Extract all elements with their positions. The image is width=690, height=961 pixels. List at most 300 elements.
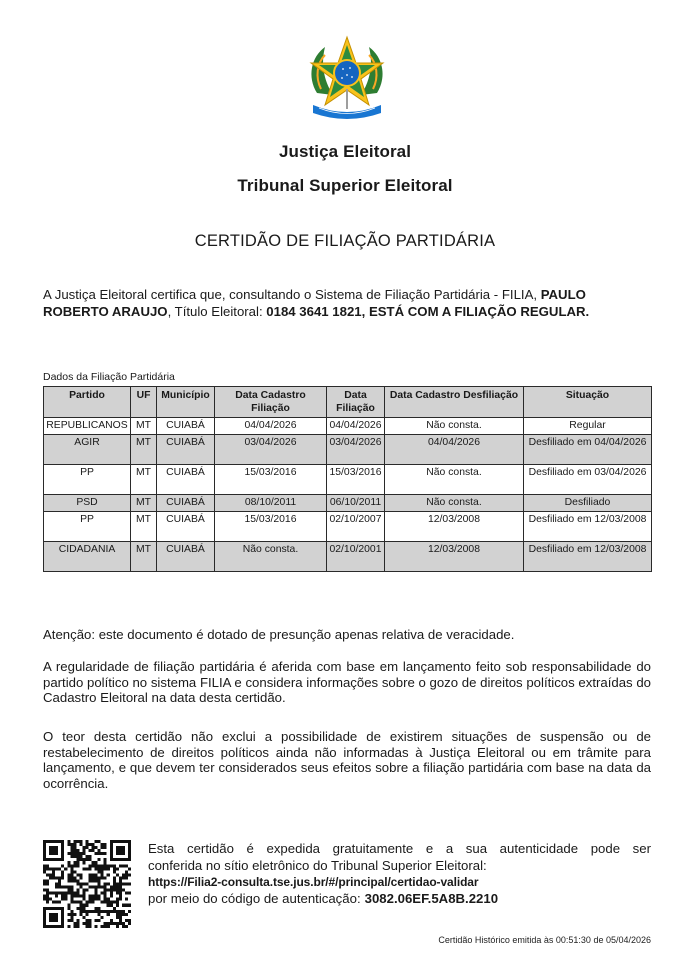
qr-module [73,846,76,849]
qr-module [107,904,110,907]
qr-module [110,889,113,892]
qr-module [104,895,107,898]
cell-data-cadastro-desfiliacao: Não consta. [385,465,524,495]
qr-module [125,913,128,916]
qr-module [119,919,122,922]
cell-data-cadastro-filiacao: 15/03/2016 [215,512,327,542]
qr-module [107,873,110,876]
cell-municipio: CUIABÁ [157,435,215,465]
qr-module [113,882,116,885]
qr-module [98,852,101,855]
cell-data-cadastro-filiacao: 04/04/2026 [215,418,327,435]
qr-module [76,895,79,898]
qr-module [76,855,79,858]
qr-module [110,901,113,904]
qr-module [92,861,95,864]
qr-module [98,898,101,901]
cell-uf: MT [131,435,157,465]
qr-module [92,879,95,882]
qr-module [110,864,113,867]
holder-name: PAULO ROBERTO ARAUJO [43,287,586,319]
qr-module [73,895,76,898]
qr-module [49,892,52,895]
qr-module [85,913,88,916]
qr-module [82,889,85,892]
table-header-row [44,387,652,418]
qr-module [82,907,85,910]
qr-module [101,910,104,913]
qr-module [116,925,119,928]
qr-module [119,898,122,901]
qr-module [125,882,128,885]
qr-module [122,922,125,925]
qr-module [61,892,64,895]
auth-code-label: por meio do código de autenticação: [148,890,361,906]
qr-module [67,919,70,922]
qr-module [52,870,55,873]
cell-data-cadastro-filiacao: Não consta. [215,542,327,572]
qr-module [85,867,88,870]
cell-uf: MT [131,542,157,572]
qr-module [110,886,113,889]
qr-module [70,898,73,901]
qr-module [79,873,82,876]
qr-module [122,910,125,913]
qr-module [64,892,67,895]
qr-module [85,925,88,928]
qr-module [70,852,73,855]
organization-name: Justiça Eleitoral [278,142,412,161]
qr-module [70,876,73,879]
qr-module [70,892,73,895]
qr-module [101,864,104,867]
qr-module [89,879,92,882]
auth-text-line1: Esta certidão é expedida gratuitamente e a sua autenticidade pode ser [148,841,651,856]
qr-module [128,892,131,895]
qr-module [113,907,116,910]
qr-module [107,898,110,901]
qr-module [76,858,79,861]
table-row [44,495,652,512]
qr-module [89,867,92,870]
qr-module [95,889,98,892]
qr-module [98,864,101,867]
qr-module [92,901,95,904]
cell-municipio: CUIABÁ [157,542,215,572]
cell-situacao: Desfiliado [524,495,652,512]
qr-module [58,882,61,885]
qr-module [89,864,92,867]
cell-data-cadastro-desfiliacao: 12/03/2008 [385,542,524,572]
qr-module [82,922,85,925]
qr-module [46,882,49,885]
qr-module [116,898,119,901]
qr-module [98,849,101,852]
qr-module [85,855,88,858]
qr-module [70,910,73,913]
cell-data-filiacao: 03/04/2026 [327,435,385,465]
qr-module [128,867,131,870]
qr-module [76,889,79,892]
qr-module [104,861,107,864]
column-header: UF [131,387,157,418]
qr-module [61,870,64,873]
qr-module [76,925,79,928]
emission-timestamp: Certidão Histórico emitida às 00:51:30 de 05/04/2026 [438,935,651,945]
cell-data-cadastro-filiacao: 08/10/2011 [215,495,327,512]
qr-module [104,910,107,913]
qr-module [101,846,104,849]
qr-module [49,898,52,901]
qr-module [70,919,73,922]
cell-situacao: Desfiliado em 12/03/2008 [524,542,652,572]
qr-module [95,861,98,864]
table-row [44,465,652,495]
qr-module [89,876,92,879]
qr-module [104,843,107,846]
qr-module [67,889,70,892]
qr-module [89,901,92,904]
qr-module [79,886,82,889]
qr-module [64,898,67,901]
column-header: Data Cadastro Filiação [215,387,327,418]
cell-uf: MT [131,418,157,435]
qr-module [67,873,70,876]
qr-module [116,901,119,904]
qr-module [79,840,82,843]
qr-module [43,867,46,870]
qr-module [116,867,119,870]
qr-module [113,922,116,925]
qr-module [92,876,95,879]
qr-module [79,852,82,855]
qr-module [89,895,92,898]
qr-module [95,840,98,843]
qr-module [104,889,107,892]
qr-module [107,913,110,916]
qr-module [70,886,73,889]
qr-module [55,867,58,870]
table-caption: Dados da Filiação Partidária [43,371,175,383]
qr-module [98,907,101,910]
qr-module [82,882,85,885]
qr-module [101,852,104,855]
cell-situacao: Regular [524,418,652,435]
qr-module [95,873,98,876]
qr-module [82,867,85,870]
qr-module [119,864,122,867]
qr-module [52,892,55,895]
qr-module [89,858,92,861]
qr-module [125,898,128,901]
qr-module [119,876,122,879]
qr-module [104,867,107,870]
qr-module [82,858,85,861]
qr-module [104,846,107,849]
qr-module [85,846,88,849]
qr-module [55,886,58,889]
qr-module [46,898,49,901]
qr-module [95,876,98,879]
notice-teor: O teor desta certidão não exclui a possibilidade de existirem situações de suspensão ou de restabelecimento de direitos políticos ainda não informadas à Justiça Eleitoral ou em trâmite para lançamento, e que devem ter considerados seus efeitos sobre a filiação partidária com base na data da ocorrência. [43,729,651,791]
qr-module [104,922,107,925]
qr-module [104,852,107,855]
qr-module [79,904,82,907]
qr-code-icon[interactable] [43,840,131,928]
qr-module [116,892,119,895]
qr-module [101,867,104,870]
qr-module [119,882,122,885]
qr-module [113,867,116,870]
cell-partido: REPUBLICANOS [44,418,131,435]
affiliation-table [43,386,652,572]
qr-module [101,916,104,919]
qr-module [113,889,116,892]
cell-data-filiacao: 02/10/2007 [327,512,385,542]
qr-module [104,882,107,885]
table-row [44,418,652,435]
qr-module [89,925,92,928]
qr-module [95,852,98,855]
qr-module [76,873,79,876]
qr-module [119,889,122,892]
qr-module [79,858,82,861]
qr-module [104,886,107,889]
qr-module [49,873,52,876]
cell-partido: PSD [44,495,131,512]
qr-module [46,864,49,867]
qr-module [122,876,125,879]
qr-module [52,867,55,870]
qr-module [73,843,76,846]
qr-module [116,882,119,885]
qr-module [61,898,64,901]
qr-module [58,867,61,870]
qr-module [55,892,58,895]
qr-module [76,901,79,904]
qr-module [79,855,82,858]
qr-module [76,892,79,895]
qr-module [104,892,107,895]
qr-module [82,916,85,919]
qr-module [92,864,95,867]
qr-module [128,882,131,885]
qr-module [113,876,116,879]
qr-module [92,910,95,913]
qr-module [92,898,95,901]
qr-module [61,864,64,867]
qr-module [76,864,79,867]
qr-module [67,876,70,879]
qr-module [119,913,122,916]
qr-module [119,886,122,889]
qr-module [92,849,95,852]
qr-module [113,864,116,867]
qr-module [70,843,73,846]
qr-module [70,889,73,892]
validation-url-link[interactable]: https://Filia2-consulta.tse.jus.br/#/principal/certidao-validar [148,875,479,889]
cell-situacao: Desfiliado em 12/03/2008 [524,512,652,542]
qr-module [101,892,104,895]
qr-module [67,907,70,910]
qr-module [95,867,98,870]
qr-module [67,840,70,843]
qr-module [55,876,58,879]
cell-partido: CIDADANIA [44,542,131,572]
qr-module [73,864,76,867]
qr-module [85,889,88,892]
qr-module [95,879,98,882]
qr-module [125,925,128,928]
qr-module [125,876,128,879]
qr-module [116,910,119,913]
qr-module [49,867,52,870]
column-header: Data Cadastro Desfiliação [385,387,524,418]
qr-module [52,901,55,904]
qr-module [82,904,85,907]
qr-module [104,858,107,861]
qr-module [125,870,128,873]
qr-module [85,919,88,922]
qr-module [107,882,110,885]
qr-module [85,910,88,913]
cell-uf: MT [131,512,157,542]
qr-module [98,910,101,913]
qr-module [79,895,82,898]
qr-module [82,898,85,901]
qr-module [85,843,88,846]
qr-module [110,895,113,898]
qr-module [82,852,85,855]
qr-module [92,846,95,849]
qr-module [76,907,79,910]
qr-module [70,873,73,876]
qr-module [113,886,116,889]
qr-module [107,889,110,892]
qr-module [64,895,67,898]
qr-module [46,867,49,870]
qr-module [116,913,119,916]
qr-module [125,864,128,867]
qr-module [73,901,76,904]
qr-module [98,895,101,898]
qr-module [113,901,116,904]
qr-module [95,919,98,922]
qr-module [73,913,76,916]
qr-module [82,910,85,913]
cell-situacao: Desfiliado em 03/04/2026 [524,465,652,495]
auth-text-line2: conferida no sítio eletrônico do Tribunal Superior Eleitoral: [148,857,487,873]
qr-module [101,843,104,846]
qr-module [128,910,131,913]
qr-module [73,925,76,928]
qr-module [73,849,76,852]
qr-module [95,907,98,910]
qr-module [70,855,73,858]
qr-module [76,852,79,855]
qr-module [70,879,73,882]
cell-data-cadastro-desfiliacao: Não consta. [385,418,524,435]
qr-module [98,870,101,873]
qr-module [46,889,49,892]
column-header: Partido [44,387,131,418]
qr-module [79,907,82,910]
qr-module [110,892,113,895]
qr-module [116,889,119,892]
qr-module [64,867,67,870]
qr-module [76,861,79,864]
qr-module [122,913,125,916]
cell-situacao: Desfiliado em 04/04/2026 [524,435,652,465]
cell-data-filiacao: 06/10/2011 [327,495,385,512]
qr-module [79,913,82,916]
qr-module [98,882,101,885]
cell-data-filiacao: 15/03/2016 [327,465,385,495]
qr-module [110,904,113,907]
auth-code-value: 3082.06EF.5A8B.2210 [364,890,499,906]
qr-module [67,892,70,895]
qr-module [101,873,104,876]
qr-module [101,925,104,928]
qr-module [52,873,55,876]
qr-module [104,901,107,904]
qr-module [122,904,125,907]
qr-module [79,910,82,913]
qr-module [58,876,61,879]
qr-module [101,870,104,873]
table-row [44,435,652,465]
qr-module [98,913,101,916]
cell-data-filiacao: 04/04/2026 [327,418,385,435]
qr-module [67,925,70,928]
qr-module [101,901,104,904]
qr-module [73,855,76,858]
qr-module [76,840,79,843]
qr-module [85,904,88,907]
qr-module [89,910,92,913]
qr-module [85,922,88,925]
qr-module [70,870,73,873]
qr-module [104,876,107,879]
qr-module [70,895,73,898]
cell-data-filiacao: 02/10/2001 [327,542,385,572]
qr-module [67,913,70,916]
qr-module [70,867,73,870]
qr-module [104,898,107,901]
qr-module [125,873,128,876]
qr-module [67,886,70,889]
qr-module [58,879,61,882]
qr-module [107,864,110,867]
qr-module [43,879,46,882]
column-header: Data Filiação [327,387,385,418]
cell-uf: MT [131,495,157,512]
qr-module [43,898,46,901]
qr-module [49,876,52,879]
qr-module [116,922,119,925]
column-header: Município [157,387,215,418]
qr-module [107,867,110,870]
qr-module [58,892,61,895]
cell-municipio: CUIABÁ [157,495,215,512]
qr-module [92,895,95,898]
qr-module [95,925,98,928]
qr-module [70,901,73,904]
qr-module [128,919,131,922]
cell-municipio: CUIABÁ [157,418,215,435]
qr-module [89,886,92,889]
qr-module [125,892,128,895]
